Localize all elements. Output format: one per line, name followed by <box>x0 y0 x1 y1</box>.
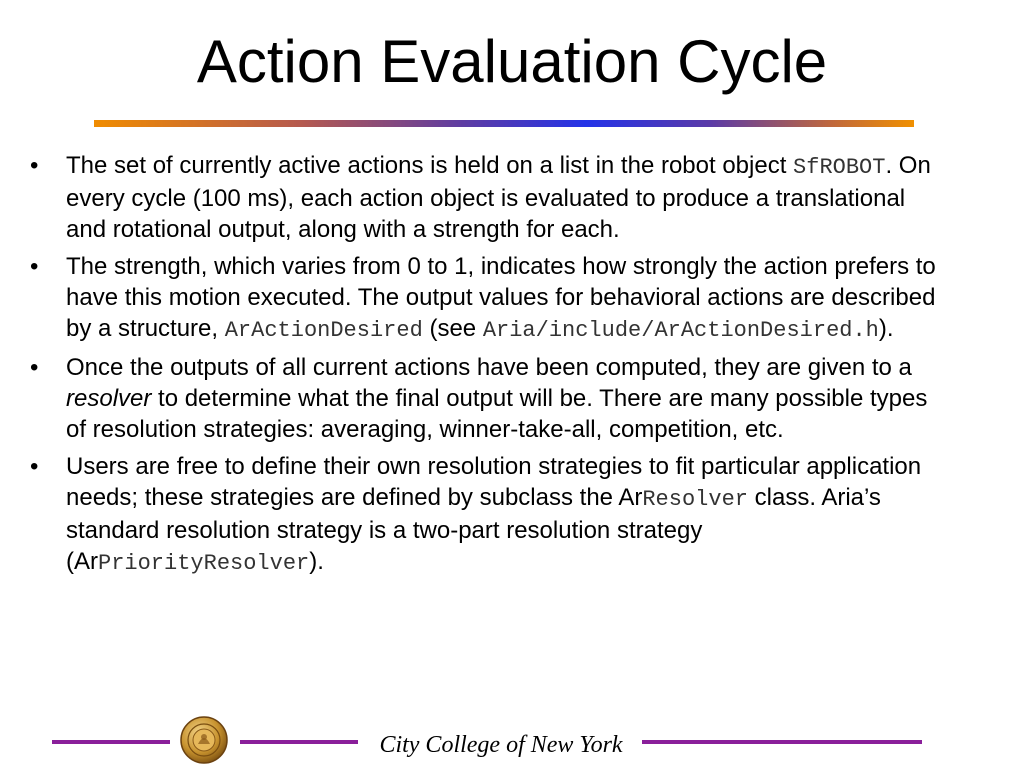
bullet-marker: • <box>30 152 39 179</box>
code-span: PriorityResolver <box>98 551 310 576</box>
code-span: ArActionDesired <box>224 318 423 343</box>
bullet-marker: • <box>30 354 39 381</box>
text-span: to determine what the final output will be. There are many possible types of resolution strategies: averaging, winner-take-all, competition, etc. <box>66 385 928 443</box>
footer-line-middle <box>240 740 358 744</box>
text-span: The strength, which varies from 0 to 1, indicates how strongly the action prefers to have this motion executed. The output values for behavioral actions are described by a structure, <box>66 253 936 342</box>
text-span: ). <box>878 315 894 342</box>
slide-title: Action Evaluation Cycle <box>196 28 828 95</box>
footer-line-left <box>52 740 170 744</box>
bullet-item <box>30 352 950 445</box>
text-span: . On every cycle (100 ms), each action object is evaluated to produce a translational and rotational output, along with a strength for each. <box>66 152 931 243</box>
text-span: ). <box>309 548 324 575</box>
code-span: Resolver <box>642 487 748 512</box>
text-span: (see <box>422 315 483 342</box>
emphasis-span: resolver <box>66 385 152 412</box>
bullet-marker: • <box>30 253 39 280</box>
institution-name: City College of New York <box>379 732 623 758</box>
text-span: The set of currently active actions is held on a list in the robot object <box>66 152 794 179</box>
code-span: Aria/include/ArActionDesired.h <box>482 318 879 343</box>
title-divider <box>94 120 914 127</box>
text-span: Users are free to define their own resolution strategies to fit particular application needs; these strategies are defined by subclass the Ar <box>66 453 922 511</box>
bullet-item <box>30 451 950 579</box>
bullet-item <box>30 251 950 346</box>
bullet-list <box>30 150 950 585</box>
text-span: class. Aria’s standard resolution strategy is a two-part resolution strategy (Ar <box>66 484 881 575</box>
text-span: Once the outputs of all current actions have been computed, they are given to a <box>66 354 912 381</box>
code-span: SfROBOT <box>793 155 886 180</box>
footer-line-right <box>642 740 922 744</box>
college-seal-icon <box>180 716 228 764</box>
bullet-marker: • <box>30 453 39 480</box>
bullet-item <box>30 150 950 245</box>
